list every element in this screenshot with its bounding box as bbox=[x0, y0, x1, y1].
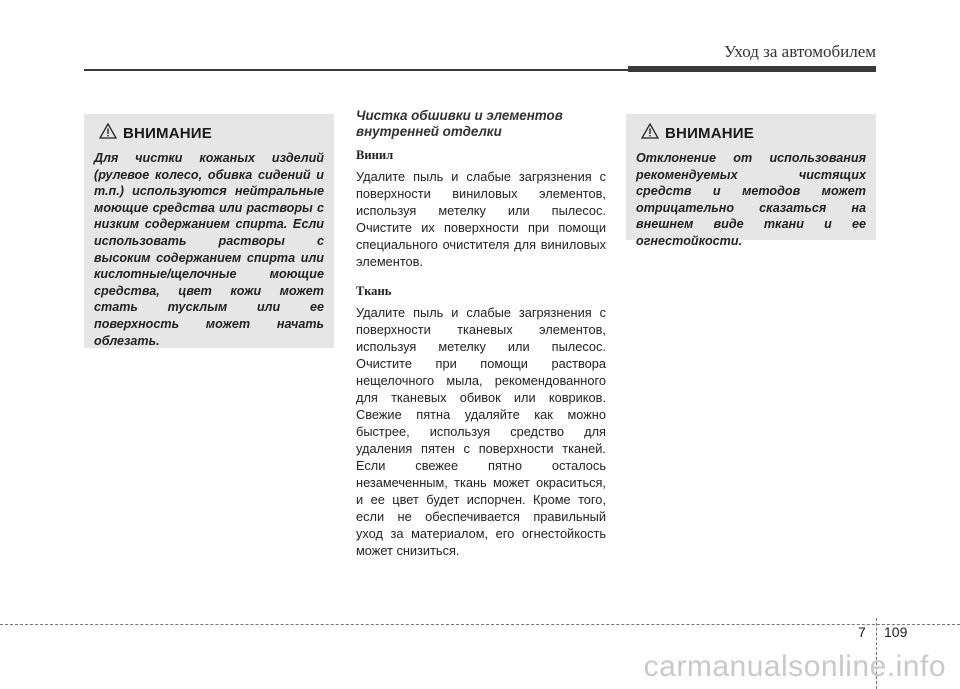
warning-box-leather bbox=[84, 114, 334, 348]
footer-dashed-rule bbox=[0, 624, 960, 625]
watermark: carmanualsonline.info bbox=[643, 650, 946, 683]
main-column bbox=[356, 108, 606, 573]
warning-header bbox=[641, 123, 866, 144]
page-number: 109 bbox=[884, 624, 908, 640]
warning-text: Для чистки кожаных изделий (рулевое колесо, обивка сидений и т.п.) используются нейтральные моющие средства или растворы с низким содержанием спирта. Если использовать растворы с высоким содержанием спирта или кислотные/щелочные моющие средства, цвет кожи может стать тусклым или ее поверхность может начать облезать. bbox=[94, 151, 324, 348]
header-accent-bar bbox=[628, 66, 876, 72]
vinyl-heading: Винил bbox=[356, 148, 394, 162]
fabric-paragraph: Удалите пыль и слабые загрязнения с поверхности тканевых элементов, используя метелку или пылесос. Очистите при помощи раствора нещелочного мыла, рекомендованного для тканевых обивок или ковриков. Свежие пятна удаляйте как можно быстрее, используя средство для удаления пятен с поверхности тканей. Если свежее пятно осталось незамеченным, ткань может окраситься, и ее цвет будет испорчен. Кроме того, если не обеспечивается правильный уход за материалом, его огнестойкость может снизиться. bbox=[356, 305, 606, 558]
section-title: Чистка обшивки и элементов внутренней отделки bbox=[356, 108, 563, 139]
warning-title: ВНИМАНИЕ bbox=[123, 125, 212, 142]
warning-header bbox=[99, 123, 324, 144]
warning-triangle-icon bbox=[99, 123, 117, 144]
warning-triangle-icon bbox=[641, 123, 659, 144]
vinyl-paragraph: Удалите пыль и слабые загрязнения с поверхности виниловых элементов, используя метелку или пылесос. Очистите их поверхности при помощи специального очистителя для виниловых элементов. bbox=[356, 169, 606, 269]
warning-title: ВНИМАНИЕ bbox=[665, 125, 754, 142]
warning-text: Отклонение от использования рекомендуемых чистящих средств и методов может отрицательно сказаться на внешнем виде ткани и ее огнестойкости. bbox=[636, 151, 866, 248]
fabric-heading: Ткань bbox=[356, 284, 392, 298]
chapter-number: 7 bbox=[858, 624, 866, 640]
warning-box-fabric bbox=[626, 114, 876, 248]
chapter-header-title: Уход за автомобилем bbox=[724, 42, 876, 61]
